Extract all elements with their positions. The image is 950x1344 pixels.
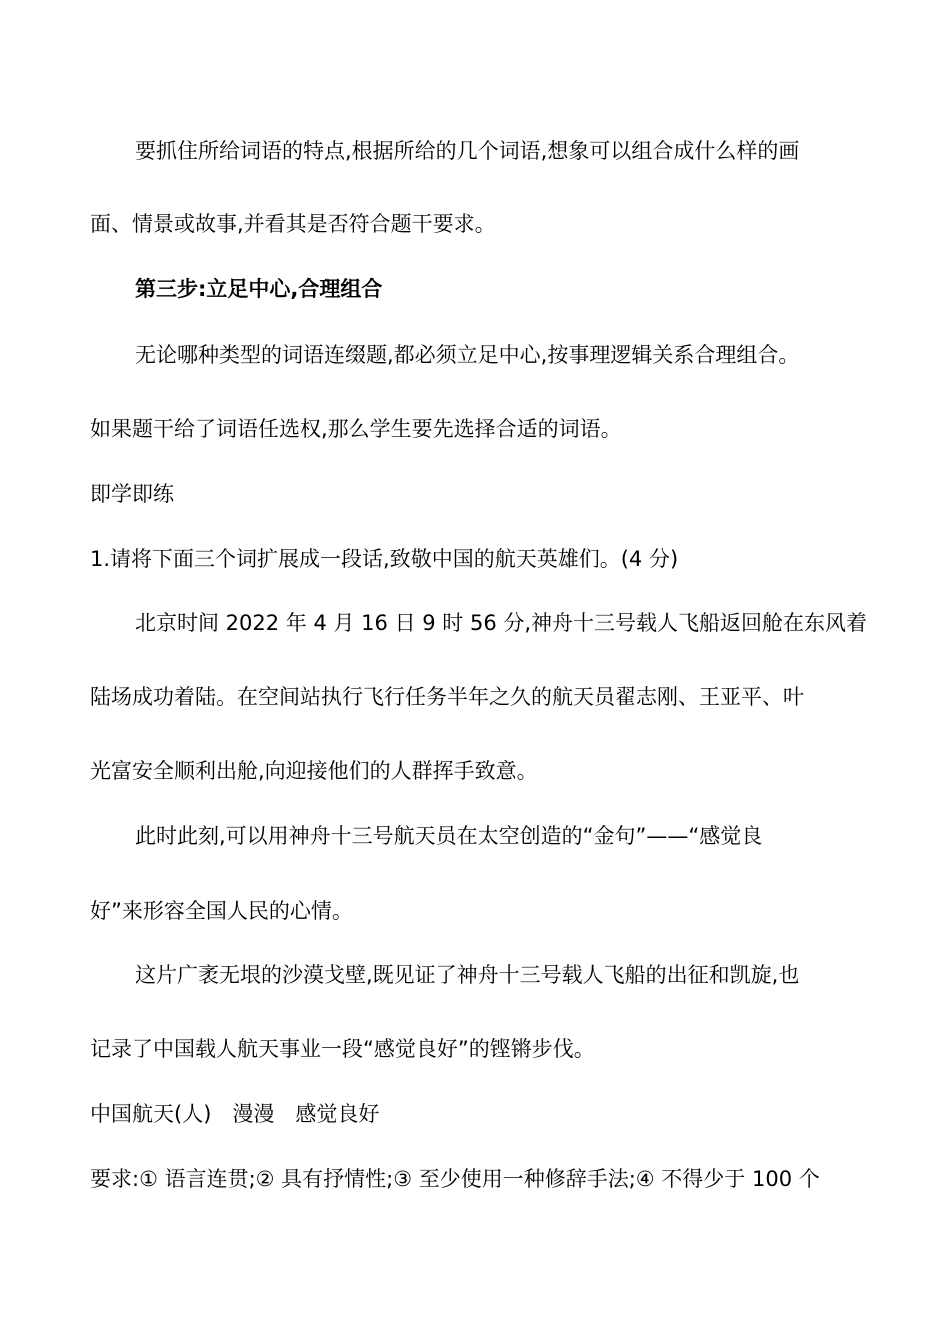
practice-heading: 即学即练 <box>90 482 174 506</box>
passage-line-7: 记录了中国载人航天事业一段“感觉良好”的铿锵步伐。 <box>90 1037 595 1061</box>
question-1: 1.请将下面三个词扩展成一段话,致敬中国的航天英雄们。(4 分) <box>90 547 679 571</box>
section-heading-step-three: 第三步:立足中心,合理组合 <box>135 277 383 301</box>
paragraph-line-3: 无论哪种类型的词语连缀题,都必须立足中心,按事理逻辑关系合理组合。 <box>135 343 800 367</box>
paragraph-line-4: 如果题干给了词语任选权,那么学生要先选择合适的词语。 <box>90 417 622 441</box>
paragraph-line-1: 要抓住所给词语的特点,根据所给的几个词语,想象可以组合成什么样的画 <box>135 139 800 163</box>
passage-line-3: 光富安全顺利出舱,向迎接他们的人群挥手致意。 <box>90 759 538 783</box>
passage-line-4: 此时此刻,可以用神舟十三号航天员在太空创造的“金句”——“感觉良 <box>135 824 763 848</box>
passage-line-1: 北京时间 2022 年 4 月 16 日 9 时 56 分,神舟十三号载人飞船返回舱在东风着 <box>135 611 868 635</box>
passage-line-6: 这片广袤无垠的沙漠戈壁,既见证了神舟十三号载人飞船的出征和凯旋,也 <box>135 963 800 987</box>
requirements-line: 要求:① 语言连贯;② 具有抒情性;③ 至少使用一种修辞手法;④ 不得少于 100 个 <box>90 1167 820 1191</box>
paragraph-line-2: 面、情景或故事,并看其是否符合题干要求。 <box>90 212 496 236</box>
keyword-list: 中国航天(人) 漫漫 感觉良好 <box>90 1102 380 1126</box>
passage-line-2: 陆场成功着陆。在空间站执行飞行任务半年之久的航天员翟志刚、王亚平、叶 <box>90 685 804 709</box>
passage-line-5: 好”来形容全国人民的心情。 <box>90 899 353 923</box>
